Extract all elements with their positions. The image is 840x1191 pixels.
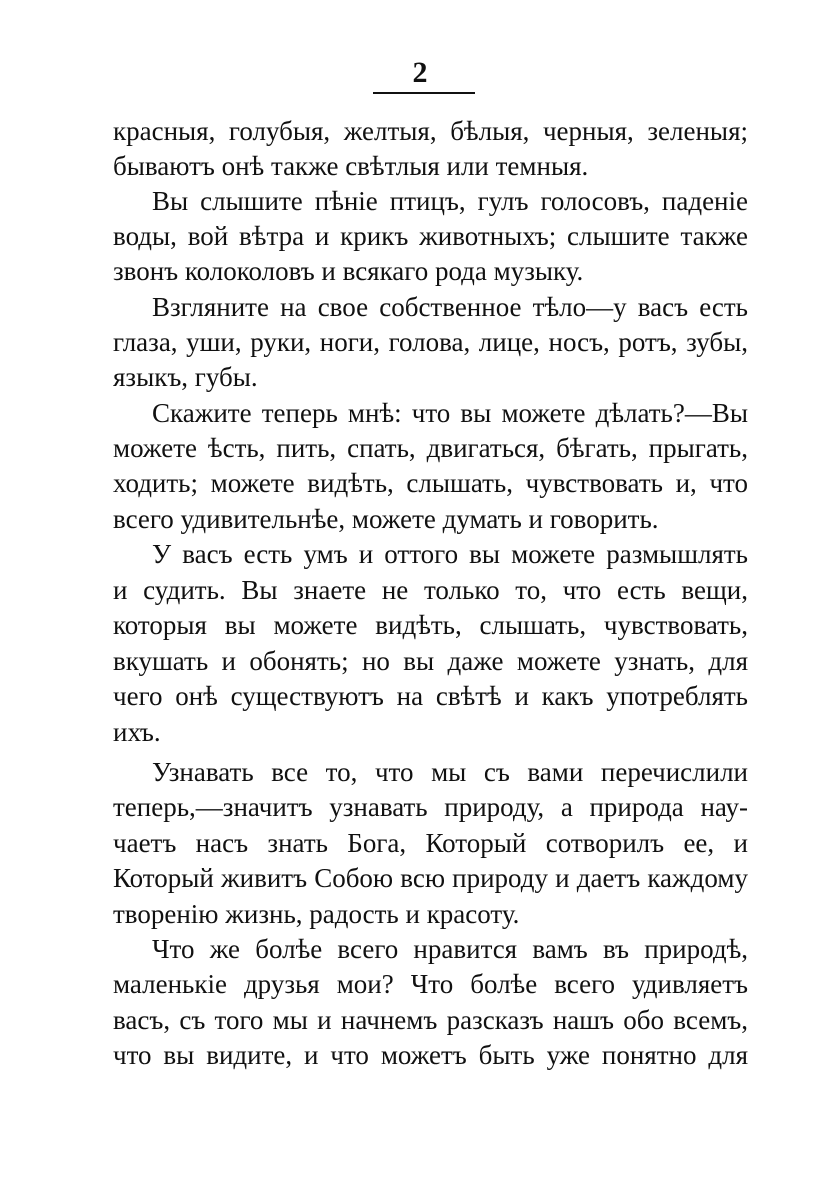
text-line: звонъ колоколовъ и всякаго рода музыку. (113, 256, 584, 286)
text-line: ихъ. (113, 717, 161, 747)
text-line: теперь,—значитъ узнавать природу, а природа нау- (113, 792, 748, 822)
text-line: Вы слышите пѣніе птицъ, гулъ голосовъ, паденіе (152, 186, 748, 216)
page-number-rule (373, 92, 475, 94)
text-line: глаза, уши, руки, ноги, голова, лице, носъ, ротъ, зубы, (113, 327, 748, 357)
page-number: 2 (412, 56, 428, 89)
text-line: языкъ, губы. (113, 362, 258, 392)
text-line: ходить; можете видѣть, слышать, чувствовать и, что (113, 468, 748, 498)
text-line: Который живитъ Собою всю природу и даетъ каждому (113, 863, 748, 893)
text-line: творенію жизнь, радость и красоту. (113, 899, 520, 929)
text-line: красныя, голубыя, желтыя, бѣлыя, черныя, зеленыя; (113, 116, 748, 146)
text-line: васъ, съ того мы и начнемъ разсказъ нашъ обо всемъ, (113, 1005, 748, 1035)
text-line: которыя вы можете видѣть, слышать, чувствовать, (113, 610, 748, 640)
text-line: У васъ есть умъ и оттого вы можете размышлять (152, 539, 748, 569)
text-line: Взгляните на свое собственное тѣло—у васъ есть (152, 292, 748, 322)
text-line: и судить. Вы знаете не только то, что есть вещи, (113, 575, 748, 605)
text-line: Что же болѣе всего нравится вамъ въ природѣ, (152, 934, 748, 964)
text-line: всего удивительнѣе, можете думать и говорить. (113, 504, 659, 534)
text-line: чего онѣ существуютъ на свѣтѣ и какъ употреблять (113, 681, 748, 711)
text-line: что вы видите, и что можетъ быть уже понятно для (113, 1040, 748, 1070)
text-line: можете ѣсть, пить, спать, двигаться, бѣгать, прыгать, (113, 433, 748, 463)
text-line: Скажите теперь мнѣ: что вы можете дѣлать?—Вы (152, 398, 748, 428)
text-line: воды, вой вѣтра и крикъ животныхъ; слышите также (113, 221, 748, 251)
text-line: маленькіе друзья мои? Что болѣе всего удивляетъ (113, 969, 748, 999)
text-line: чаетъ насъ знать Бога, Который сотворилъ ее, и (113, 828, 748, 858)
text-line: бываютъ онѣ также свѣтлыя или темныя. (113, 151, 589, 181)
text-line: Узнавать все то, что мы съ вами перечислили (152, 757, 748, 787)
text-line: вкушать и обонять; но вы даже можете узнать, для (113, 646, 748, 676)
